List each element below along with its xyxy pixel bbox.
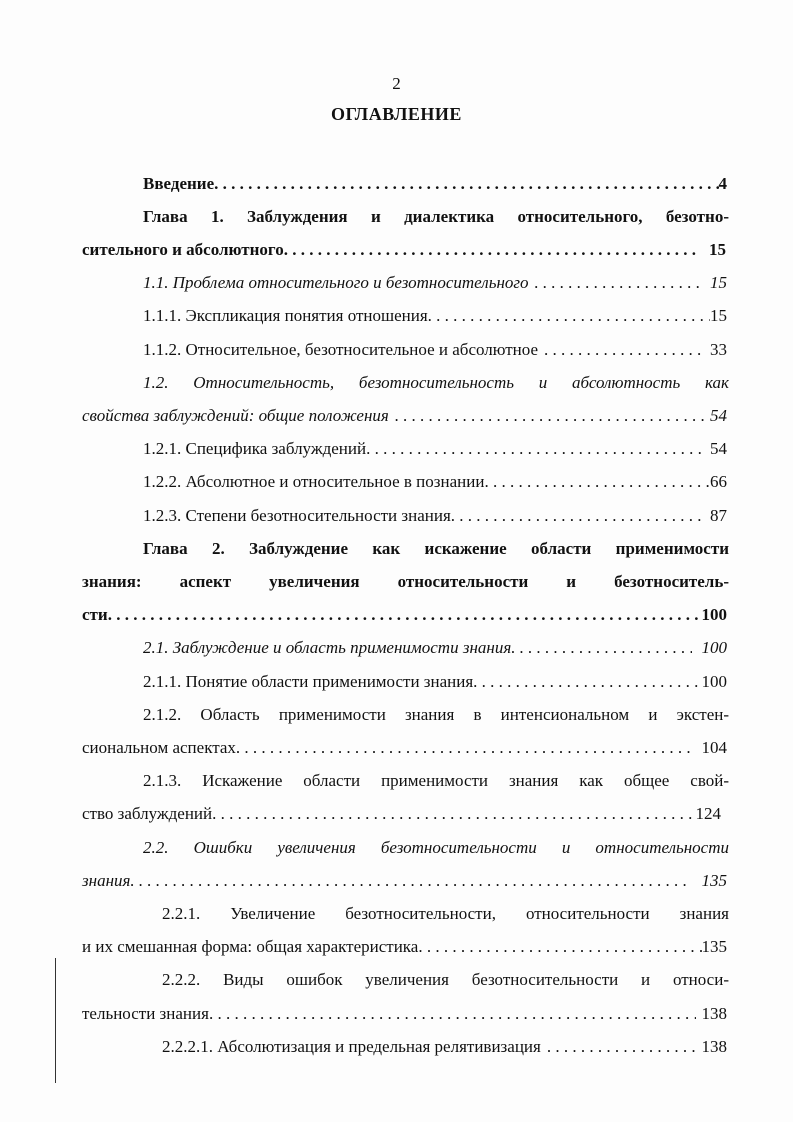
toc-entry-2-2-line2[interactable] (82, 870, 727, 892)
toc-entry-page: 100 (701, 638, 727, 657)
toc-leader-dots (366, 438, 704, 460)
toc-entry-chapter-2-line1[interactable]: Глава 2. Заблуждение как искажение области применимости (143, 539, 729, 558)
toc-entry-text: 1.1.1. Экспликация понятия отношения (143, 306, 428, 325)
toc-entry-text: 2.2.2.1. Абсолютизация и предельная релятивизация (162, 1037, 541, 1056)
toc-entry-chapter-1-line1[interactable]: Глава 1. Заблуждения и диалектика относительного, безотно- (143, 207, 729, 226)
toc-leader-dots (511, 637, 691, 659)
toc-entry-text: свойства заблуждений: общие положения (82, 406, 389, 425)
toc-entry-1-1-2[interactable] (143, 339, 727, 361)
toc-leader-dots (428, 305, 710, 327)
toc-entry-page: 138 (701, 1004, 727, 1023)
toc-leader-dots (541, 1036, 696, 1058)
toc-entry-page: 104 (701, 738, 727, 757)
toc-entry-2-1-3-line1[interactable]: 2.1.3. Искажение области применимости знания как общее свой- (143, 771, 729, 790)
toc-entry-2-1-2-line2[interactable] (82, 737, 727, 759)
toc-leader-dots (418, 936, 701, 958)
toc-entry-2-2-2-line2[interactable] (82, 1003, 727, 1025)
page-number: 2 (392, 74, 401, 93)
toc-entry-page: 135 (701, 871, 727, 890)
toc-leader-dots (130, 870, 691, 892)
toc-entry-page: 54 (710, 439, 727, 458)
toc-entry-2-2-1-line2[interactable] (82, 936, 727, 958)
toc-entry-page: 15 (710, 306, 727, 325)
toc-entry-page: 15 (709, 240, 726, 259)
toc-entry-text: 1.1.2. Относительное, безотносительное и абсолютное (143, 340, 539, 359)
toc-leader-dots (473, 671, 701, 693)
toc-entry-page: 54 (710, 406, 727, 425)
toc-entry-text: 1.2.1. Специфика заблуждений (143, 439, 367, 458)
toc-entry-text: 1.2.2. Абсолютное и относительное в познании (143, 472, 485, 491)
toc-entry-text: 1.2.3. Степени безотносительности знания (143, 506, 451, 525)
toc-leader-dots (538, 339, 704, 361)
toc-entry-text: Введение (143, 174, 215, 193)
toc-entry-page: 66 (710, 472, 727, 491)
margin-line (55, 958, 56, 1083)
toc-entry-text: ство заблуждений (82, 804, 213, 823)
toc-leader-dots (209, 1003, 696, 1025)
toc-entry-page: 15 (710, 273, 727, 292)
toc-entry-chapter-1-line2[interactable] (82, 239, 726, 261)
toc-entry-text: знания (82, 871, 131, 890)
toc-leader-dots (451, 505, 704, 527)
toc-entry-chapter-2-line3[interactable] (82, 604, 727, 626)
page-title: ОГЛАВЛЕНИЕ (331, 104, 462, 124)
toc-entry-2-2-line1[interactable]: 2.2. Ошибки увеличения безотносительности и относительности (143, 838, 729, 857)
toc-entry-1-1[interactable] (143, 272, 727, 294)
toc-entry-text: 1.1. Проблема относительного и безотносительного (143, 273, 529, 292)
toc-entry-chapter-2-line2[interactable]: знания: аспект увеличения относительности и безотноситель- (82, 572, 729, 591)
toc-entry-2-1[interactable] (143, 637, 727, 659)
toc-entry-text: сиональном аспектах (82, 738, 236, 757)
toc-entry-1-2-3[interactable] (143, 505, 727, 527)
toc-entry-2-1-1[interactable] (143, 671, 727, 693)
toc-entry-2-2-1-line1[interactable]: 2.2.1. Увеличение безотносительности, относительности знания (162, 904, 729, 923)
toc-entry-1-2-2[interactable] (143, 471, 727, 493)
toc-entry-text: 2.1.1. Понятие области применимости знания (143, 672, 474, 691)
toc-entry-page: 87 (710, 506, 727, 525)
toc-leader-dots (236, 737, 696, 759)
toc-entry-page: 100 (701, 672, 727, 691)
toc-entry-2-1-2-line1[interactable]: 2.1.2. Область применимости знания в интенсиональном и экстен- (143, 705, 729, 724)
toc-entry-text: сительного и абсолютного (82, 240, 284, 259)
toc-entry-page: 33 (710, 340, 727, 359)
toc-entry-1-1-1[interactable] (143, 305, 727, 327)
toc-entry-text: 2.1. Заблуждение и область применимости знания (143, 638, 512, 657)
toc-entry-2-1-3-line2[interactable] (82, 803, 721, 825)
toc-entry-1-2-line2[interactable] (82, 405, 727, 427)
toc-entry-text: сти (82, 605, 108, 624)
toc-entry-page: 135 (701, 937, 727, 956)
toc-entry-1-2-line1[interactable]: 1.2. Относительность, безотносительность и абсолютность как (143, 373, 729, 392)
toc-leader-dots (212, 803, 695, 825)
toc-entry-2-2-2-1[interactable] (162, 1036, 727, 1058)
toc-leader-dots (529, 272, 704, 294)
toc-entry-text: тельности знания (82, 1004, 209, 1023)
toc-leader-dots (284, 239, 699, 261)
toc-leader-dots (389, 405, 704, 427)
toc-entry-introduction[interactable] (143, 173, 727, 195)
toc-entry-page: 100 (701, 605, 727, 624)
toc-entry-page: 124 (695, 804, 721, 823)
toc-leader-dots (108, 604, 702, 626)
toc-entry-text: и их смешанная форма: общая характеристика (82, 937, 419, 956)
toc-entry-2-2-2-line1[interactable]: 2.2.2. Виды ошибок увеличения безотносительности и относи- (162, 970, 729, 989)
toc-leader-dots (484, 471, 710, 493)
toc-entry-page: 4 (718, 174, 727, 193)
toc-leader-dots (214, 173, 718, 195)
toc-entry-page: 138 (701, 1037, 727, 1056)
toc-entry-1-2-1[interactable] (143, 438, 727, 460)
